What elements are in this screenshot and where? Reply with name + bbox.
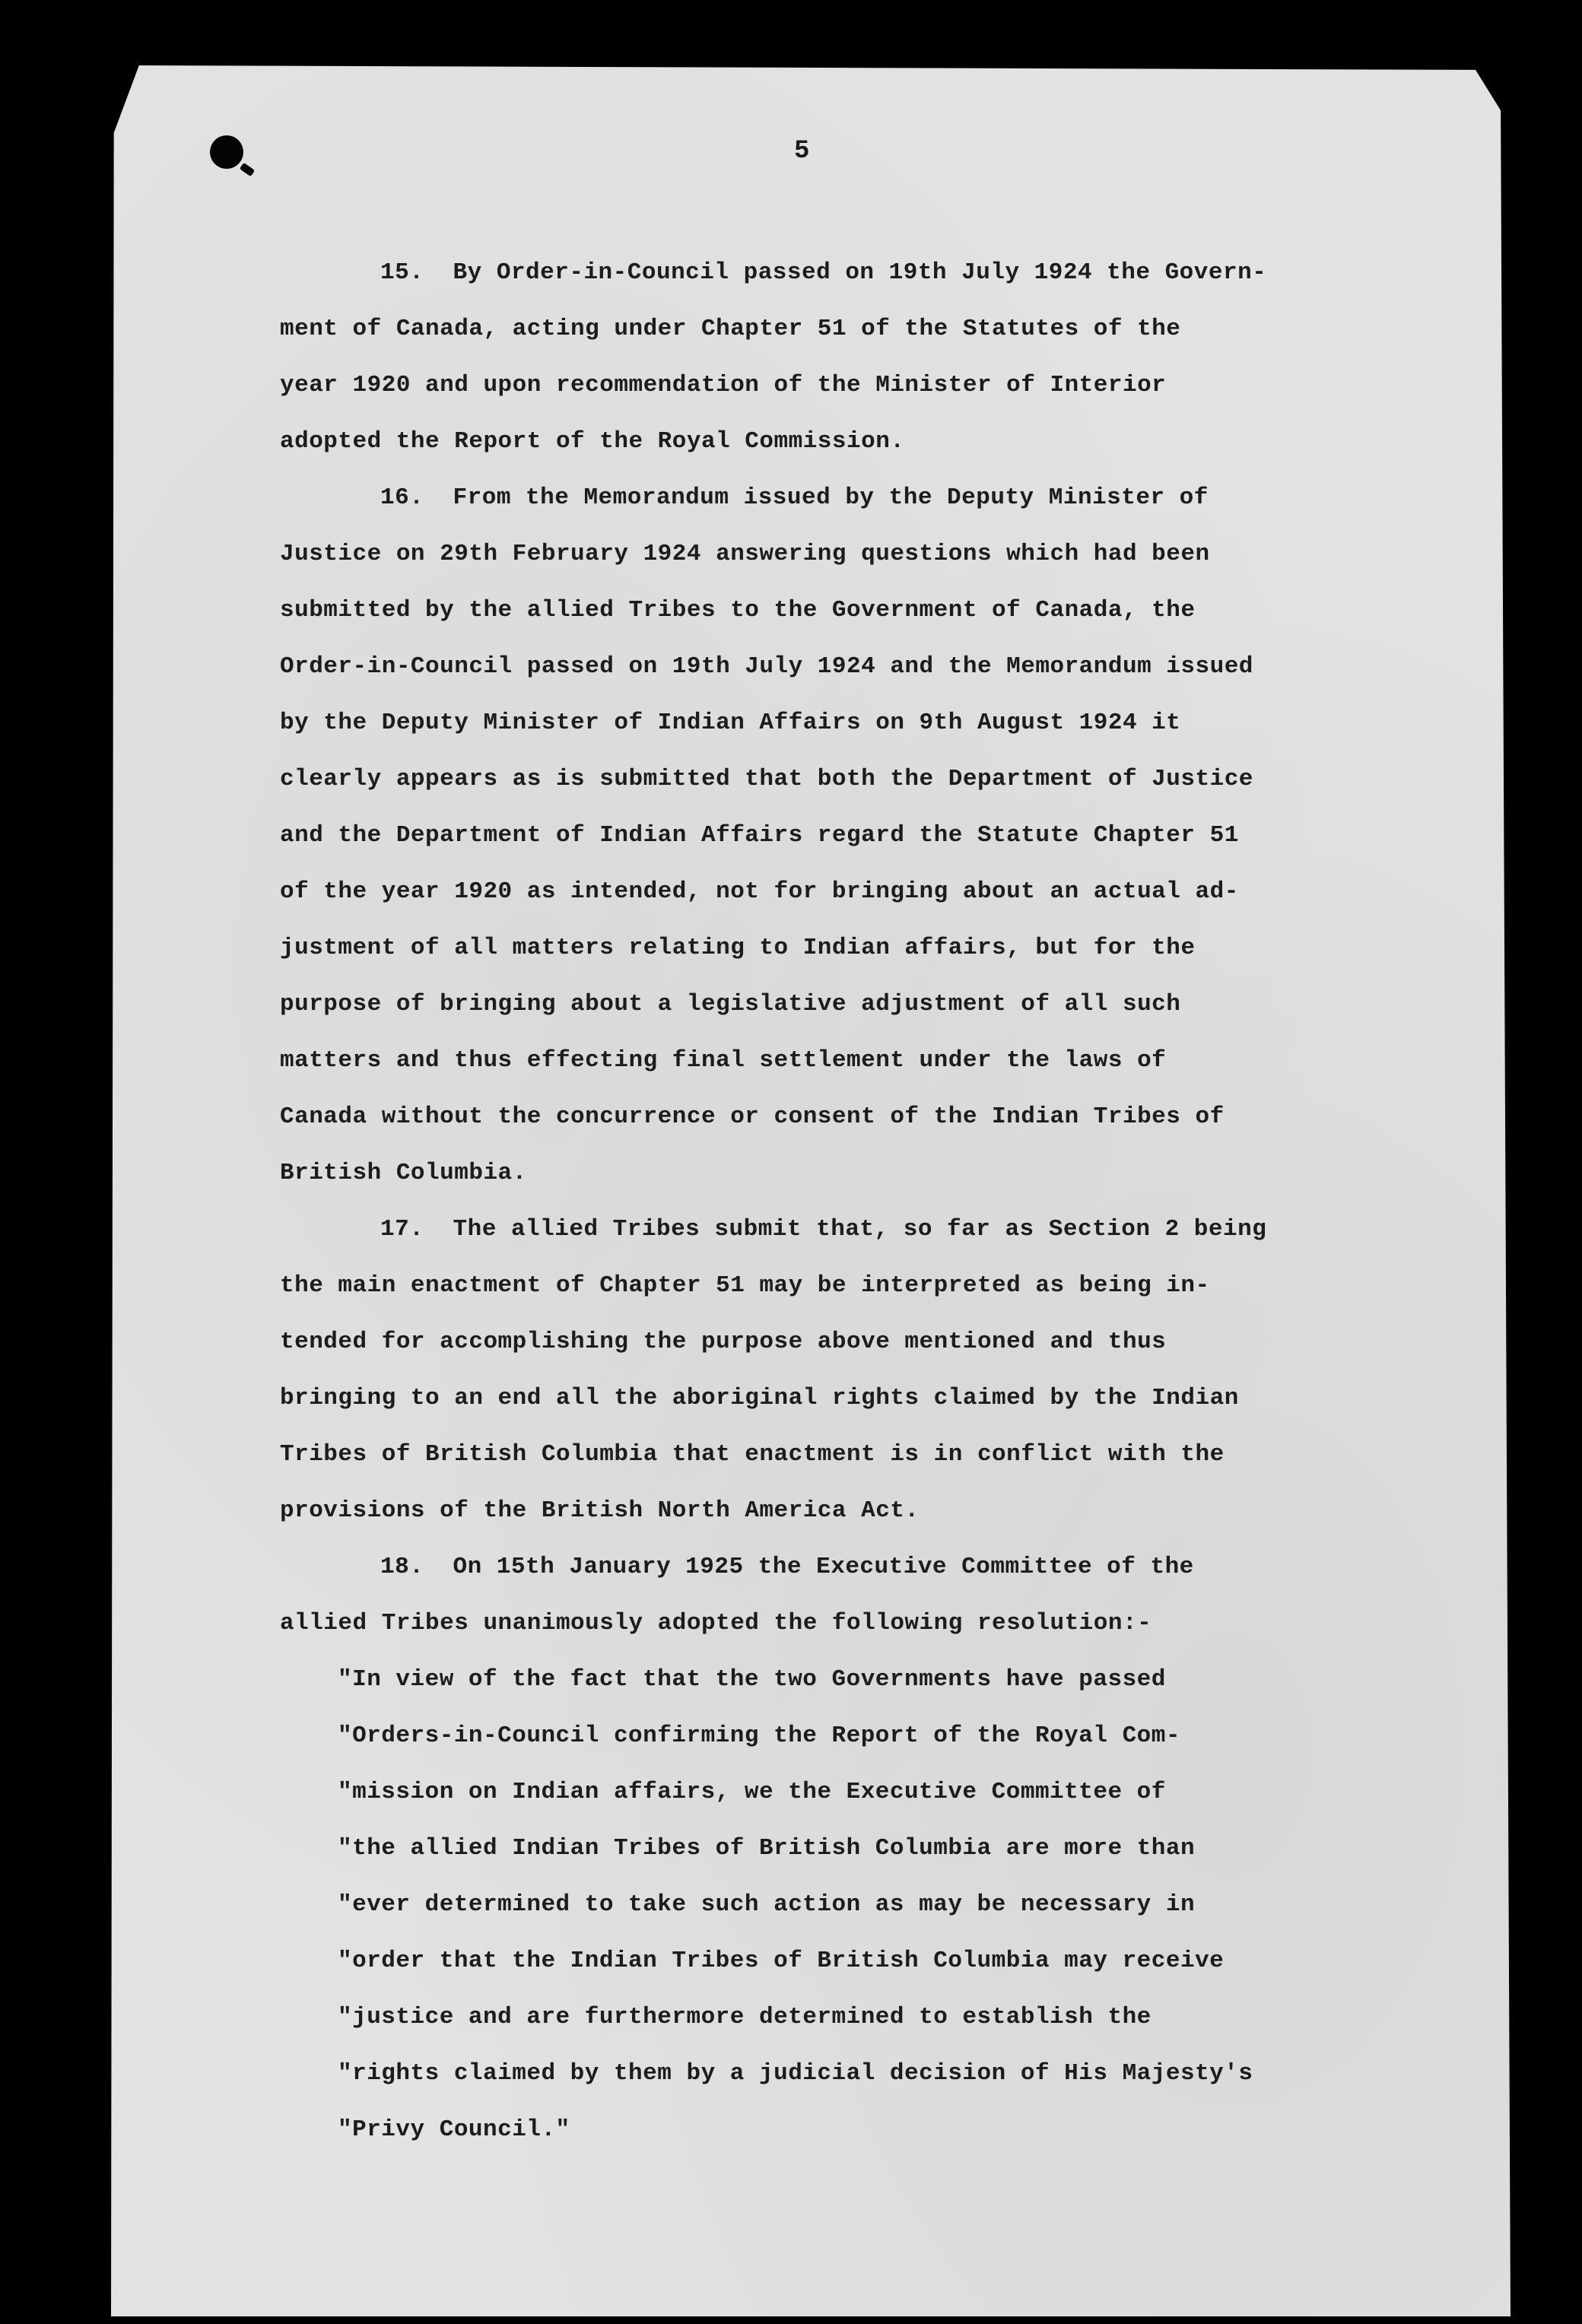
resolution-line: "In view of the fact that the two Governments have passed bbox=[338, 1666, 1166, 1693]
resolution-line: "the allied Indian Tribes of British Columbia are more than bbox=[338, 1835, 1196, 1862]
paragraph-line: By Order-in-Council passed on 19th July 1924 the Govern- bbox=[453, 259, 1267, 286]
paragraph-18-first-line bbox=[280, 1539, 1266, 1595]
paragraph-line: and the Department of Indian Affairs regard the Statute Chapter 51 bbox=[280, 822, 1239, 849]
paragraph-line: purpose of bringing about a legislative adjustment of all such bbox=[280, 991, 1181, 1018]
paragraph-line: year 1920 and upon recommendation of the Minister of Interior bbox=[280, 372, 1167, 398]
paragraph-number: 18. bbox=[380, 1554, 424, 1580]
paragraph-line: The allied Tribes submit that, so far as Section 2 being bbox=[453, 1216, 1267, 1243]
paragraph-number: 15. bbox=[380, 259, 424, 286]
paragraph-line: tended for accomplishing the purpose above mentioned and thus bbox=[280, 1329, 1167, 1355]
page-number: 5 bbox=[794, 137, 810, 166]
paragraph-line: ment of Canada, acting under Chapter 51 of the Statutes of the bbox=[280, 316, 1181, 342]
paragraph-line: adopted the Report of the Royal Commission. bbox=[280, 428, 905, 455]
paragraph-line: provisions of the British North America Act. bbox=[280, 1497, 920, 1524]
resolution-line: "order that the Indian Tribes of British Columbia may receive bbox=[338, 1948, 1225, 1974]
paragraph-line: clearly appears as is submitted that both the Department of Justice bbox=[280, 766, 1253, 792]
paragraph-line: From the Memorandum issued by the Deputy Minister of bbox=[453, 484, 1209, 511]
paragraph-line: allied Tribes unanimously adopted the following resolution:- bbox=[280, 1610, 1152, 1637]
punch-hole bbox=[210, 135, 243, 169]
paragraph-15-first-line bbox=[280, 245, 1266, 301]
paragraph-16-first-line bbox=[280, 470, 1266, 526]
paragraph-line: justment of all matters relating to Indian affairs, but for the bbox=[280, 935, 1196, 961]
resolution-line: "Orders-in-Council confirming the Report of the Royal Com- bbox=[338, 1722, 1180, 1749]
paragraph-number: 16. bbox=[380, 484, 424, 511]
paragraph-line: British Columbia. bbox=[280, 1160, 527, 1186]
paragraph-line: of the year 1920 as intended, not for bringing about an actual ad- bbox=[280, 878, 1239, 905]
body-text bbox=[280, 245, 1266, 2158]
resolution-line: "Privy Council." bbox=[338, 2116, 570, 2143]
paragraph-line: Canada without the concurrence or consent of the Indian Tribes of bbox=[280, 1103, 1225, 1130]
resolution-line: "rights claimed by them by a judicial decision of His Majesty's bbox=[338, 2060, 1253, 2087]
resolution-line: "justice and are furthermore determined to establish the bbox=[338, 2004, 1152, 2030]
paragraph-line: Justice on 29th February 1924 answering questions which had been bbox=[280, 541, 1210, 567]
paragraph-line: Tribes of British Columbia that enactment is in conflict with the bbox=[280, 1441, 1225, 1468]
resolution-line: "mission on Indian affairs, we the Executive Committee of bbox=[338, 1779, 1166, 1805]
paragraph-line: On 15th January 1925 the Executive Committee of the bbox=[453, 1554, 1194, 1580]
paragraph-line: matters and thus effecting final settlement under the laws of bbox=[280, 1047, 1167, 1074]
paragraph-line: by the Deputy Minister of Indian Affairs on 9th August 1924 it bbox=[280, 710, 1181, 736]
resolution-line: "ever determined to take such action as may be necessary in bbox=[338, 1891, 1196, 1918]
paragraph-line: Order-in-Council passed on 19th July 1924 and the Memorandum issued bbox=[280, 653, 1253, 680]
paragraph-number: 17. bbox=[380, 1216, 424, 1243]
paragraph-line: submitted by the allied Tribes to the Government of Canada, the bbox=[280, 597, 1196, 624]
paragraph-line: bringing to an end all the aboriginal rights claimed by the Indian bbox=[280, 1385, 1239, 1411]
paragraph-line: the main enactment of Chapter 51 may be interpreted as being in- bbox=[280, 1272, 1210, 1299]
paragraph-17-first-line bbox=[280, 1202, 1266, 1258]
